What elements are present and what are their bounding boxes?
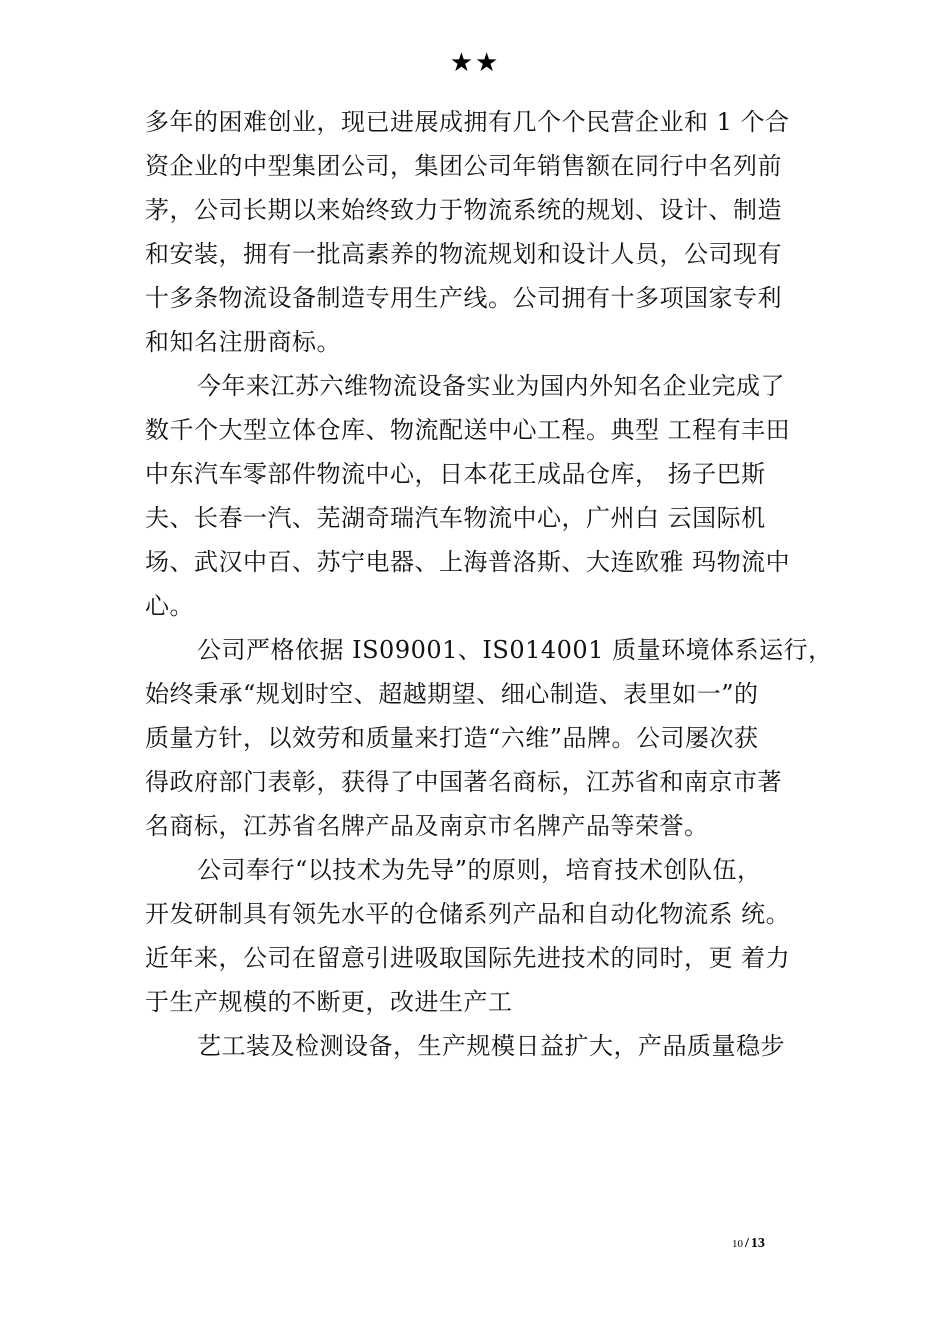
text-line: 多年的困难创业，现已进展成拥有几个个民营企业和 1 个合 [145, 108, 790, 136]
page-current: 10 [732, 1238, 743, 1250]
paragraph-1 [145, 100, 815, 364]
paragraph-2 [145, 364, 815, 628]
header-star-mark: ★★ [449, 48, 501, 78]
text-line: 名商标，江苏省名牌产品及南京市名牌产品等荣誉。 [145, 812, 709, 840]
text-line: 中东汽车零部件物流中心，日本花王成品仓库， 扬子巴斯 [145, 460, 766, 488]
paragraph-3 [145, 628, 833, 848]
text-line: 和知名注册商标。 [145, 328, 341, 356]
text-line: 得政府部门表彰，获得了中国著名商标，江苏省和南京市著 [145, 768, 782, 796]
text-line: 茅，公司长期以来始终致力于物流系统的规划、设计、制造 [145, 196, 782, 224]
text-line: 心。 [145, 592, 194, 620]
document-body [145, 100, 833, 1068]
text-line: 夫、长春一汽、芜湖奇瑞汽车物流中心，广州白 云国际机 [145, 504, 766, 532]
text-line: 数千个大型立体仓库、物流配送中心工程。典型 工程有丰田 [145, 416, 791, 444]
text-line: 公司奉行“以技术为先导”的原则，培育技术创队伍， [197, 856, 762, 884]
text-line: 十多条物流设备制造专用生产线。公司拥有十多项国家专利 [145, 284, 782, 312]
text-line: 始终秉承“规划时空、超越期望、细心制造、表里如一”的 [145, 680, 759, 708]
page-number [732, 1234, 765, 1252]
text-line: 艺工装及检测设备，生产规模日益扩大，产品质量稳步 [197, 1032, 785, 1060]
page-separator: / [745, 1236, 749, 1251]
text-line: 开发研制具有领先水平的仓储系列产品和自动化物流系 统。 [145, 900, 791, 928]
text-line: 质量方针，以效劳和质量来打造“六维”品牌。公司屡次获 [145, 724, 759, 752]
text-line: 近年来，公司在留意引进吸取国际先进技术的同时，更 着力 [145, 944, 791, 972]
text-line: 和安装，拥有一批高素养的物流规划和设计人员，公司现有 [145, 240, 782, 268]
text-line: 公司严格依据 IS09001、IS014001 质量环境体系运行， [197, 636, 833, 664]
text-line: 资企业的中型集团公司，集团公司年销售额在同行中名列前 [145, 152, 782, 180]
text-line: 今年来江苏六维物流设备实业为国内外知名企业完成了 [197, 372, 785, 400]
text-line: 于生产规模的不断更，改进生产工 [145, 988, 513, 1016]
paragraph-4 [145, 848, 815, 1024]
text-line: 场、武汉中百、苏宁电器、上海普洛斯、大连欧雅 玛物流中 [145, 548, 791, 576]
page-total: 13 [750, 1236, 765, 1251]
paragraph-5 [145, 1024, 815, 1068]
